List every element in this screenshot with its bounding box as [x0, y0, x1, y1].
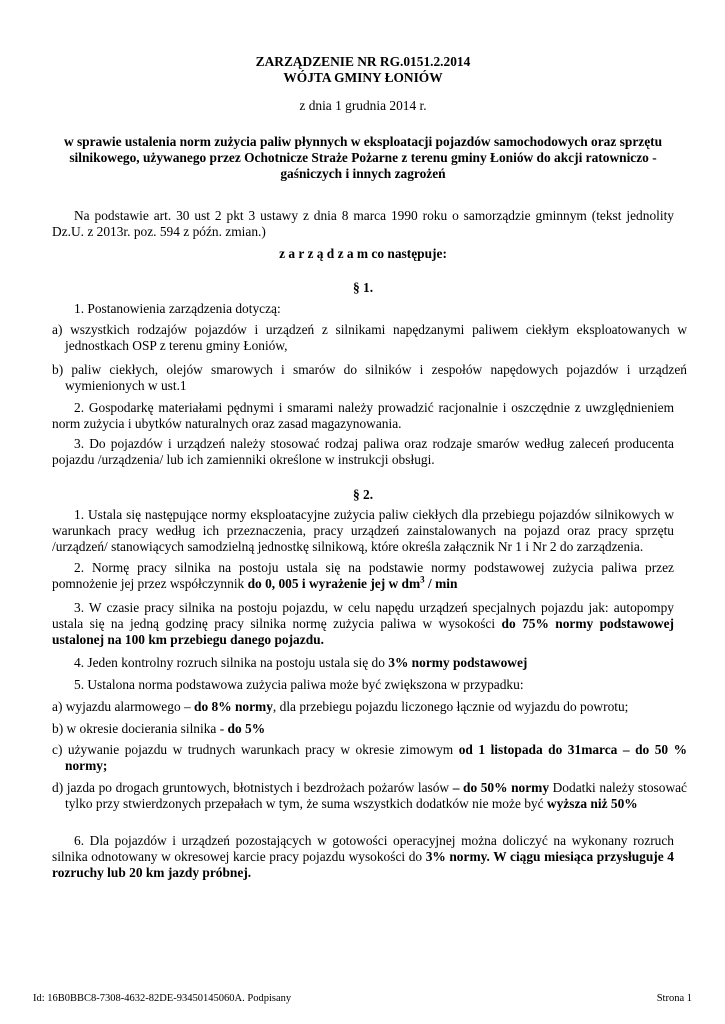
title-line-2: WÓJTA GMINY ŁONIÓW — [283, 70, 443, 85]
s1-item-a: a) wszystkich rodzajów pojazdów i urządzeń z silnikami napędzanymi paliwem ciekłym eksploatowanych w jednostkach OSP z terenu gminy Łoniów, — [52, 322, 687, 353]
s2-d-bold: – do 50% normy — [452, 780, 550, 795]
s2-a-text: a) wyjazdu alarmowego – — [52, 699, 195, 714]
s2-item-b — [52, 721, 674, 737]
document-date: z dnia 1 grudnia 2014 r. — [299, 98, 427, 113]
section-2-heading: § 2. — [352, 487, 374, 502]
footer-document-id: Id: 16B0BBC8-7308-4632-82DE-93450145060A. Podpisany — [33, 993, 292, 1004]
s2-p2-bold: do 0, 005 i wyrażenie jej w dm — [247, 576, 421, 591]
s2-paragraph-1: 1. Ustala się następujące normy eksploatacyjne zużycia paliw ciekłych dla przebiegu pojazdów silnikowych w warunkach pracy według ich przeznaczenia, pracy urządzeń zainstalowanych na pojazd oraz pracy sprzętu /urządzeń/ stanowiących samodzielną jednostkę silnikową, które określa załącznik Nr 1 i Nr 2 do zarządzenia. — [52, 507, 674, 554]
s2-item-c — [52, 742, 687, 774]
title-line-1: ZARZĄDZENIE NR RG.0151.2.2014 — [255, 54, 471, 69]
s2-c-bold: od 1 listopada do 31marca – do 50 % normy; — [65, 742, 687, 773]
preamble: Na podstawie art. 30 ust 2 pkt 3 ustawy z dnia 8 marca 1990 roku o samorządzie gminnym (tekst jednolity Dz.U. z 2013r. poz. 594 z późn. zmian.) — [52, 208, 674, 239]
s2-paragraph-6 — [52, 833, 674, 881]
decree-phrase: z a r z ą d z a m co następuje: — [279, 246, 447, 261]
s2-b-text: b) w okresie docierania silnika - — [52, 721, 228, 736]
s2-p2-end: / min — [424, 576, 458, 591]
s2-item-a — [52, 699, 674, 715]
s2-a-bold: do 8% normy — [194, 699, 273, 714]
s2-p3-text: 3. W czasie pracy silnika na postoju pojazdu, w celu napędu urządzeń specjalnych pojazdu jak: autopompy ustala się na jedną godzinę pracy silnika normę zużycia paliwa w wysokości — [52, 600, 674, 631]
s2-p2-superscript: 3 — [420, 574, 425, 585]
s2-d-bold-2: wyższa niż 50% — [546, 796, 638, 811]
s2-a-end: , dla przebiegu pojazdu liczonego łącznie od wyjazdu do powrotu; — [272, 699, 629, 714]
s2-d-mid: Dodatki należy stosować tylko przy stwierdzonych przepałach w tym, że suma wszystkich dodatków nie może być — [65, 780, 687, 811]
s2-b-bold: do 5% — [227, 721, 266, 736]
s2-d-text: d) jazda po drogach gruntowych, błotnistych i bezdrożach pożarów lasów — [52, 780, 453, 795]
s2-p4-bold: 3% normy podstawowej — [388, 655, 528, 670]
s2-p2-text: 2. Normę pracy silnika na postoju ustala się na podstawie normy podstawowej zużycia paliwa przez pomnożenie jej przez współczynnik — [52, 560, 674, 591]
document-subject: w sprawie ustalenia norm zużycia paliw płynnych w eksploatacji pojazdów samochodowych oraz sprzętu silnikowego, używanego przez Ochotnicze Straże Pożarne z terenu gminy Łoniów do akcji ratowniczo - gaśniczych i innych zagrożeń — [63, 134, 663, 181]
s2-p4-text: 4. Jeden kontrolny rozruch silnika na postoju ustala się do — [74, 655, 389, 670]
s1-paragraph-2: 2. Gospodarkę materiałami pędnymi i smarami należy prowadzić racjonalnie i oszczędnie z uwzględnieniem norm zużycia i ubytków naturalnych oraz zasad magazynowania. — [52, 400, 674, 431]
s2-item-d — [52, 780, 687, 812]
s1-paragraph-1: 1. Postanowienia zarządzenia dotyczą: — [74, 301, 281, 316]
s2-paragraph-4 — [52, 655, 674, 671]
s2-paragraph-5: 5. Ustalona norma podstawowa zużycia paliwa może być zwiększona w przypadku: — [74, 677, 524, 692]
document-title — [52, 54, 674, 86]
section-1-heading: § 1. — [352, 280, 374, 295]
footer-page-number: Strona 1 — [656, 993, 692, 1004]
s2-p6-text: 6. Dla pojazdów i urządzeń pozostających w gotowości operacyjnej można doliczyć na wykonany rozruch silnika odnotowany w okresowej karcie pracy pojazdu wysokości do — [52, 833, 674, 864]
s2-p6-bold: 3% normy. W ciągu miesiąca przysługuje 4 rozruchy lub 20 km jazdy próbnej. — [52, 849, 674, 880]
s2-p3-bold: do 75% normy podstawowej ustalonej na 100 km przebiegu danego pojazdu. — [52, 616, 675, 647]
s1-item-b: b) paliw ciekłych, olejów smarowych i smarów do silników i zespołów napędowych pojazdów i urządzeń wymienionych w ust.1 — [52, 362, 687, 393]
s1-paragraph-3: 3. Do pojazdów i urządzeń należy stosować rodzaj paliwa oraz rodzaje smarów według zaleceń producenta pojazdu /urządzenia/ lub ich zamienniki określone w instrukcji obsługi. — [52, 436, 674, 467]
s2-c-text: c) używanie pojazdu w trudnych warunkach pracy w okresie zimowym — [52, 742, 459, 757]
s2-paragraph-3 — [52, 600, 674, 648]
s2-paragraph-2 — [52, 560, 674, 592]
